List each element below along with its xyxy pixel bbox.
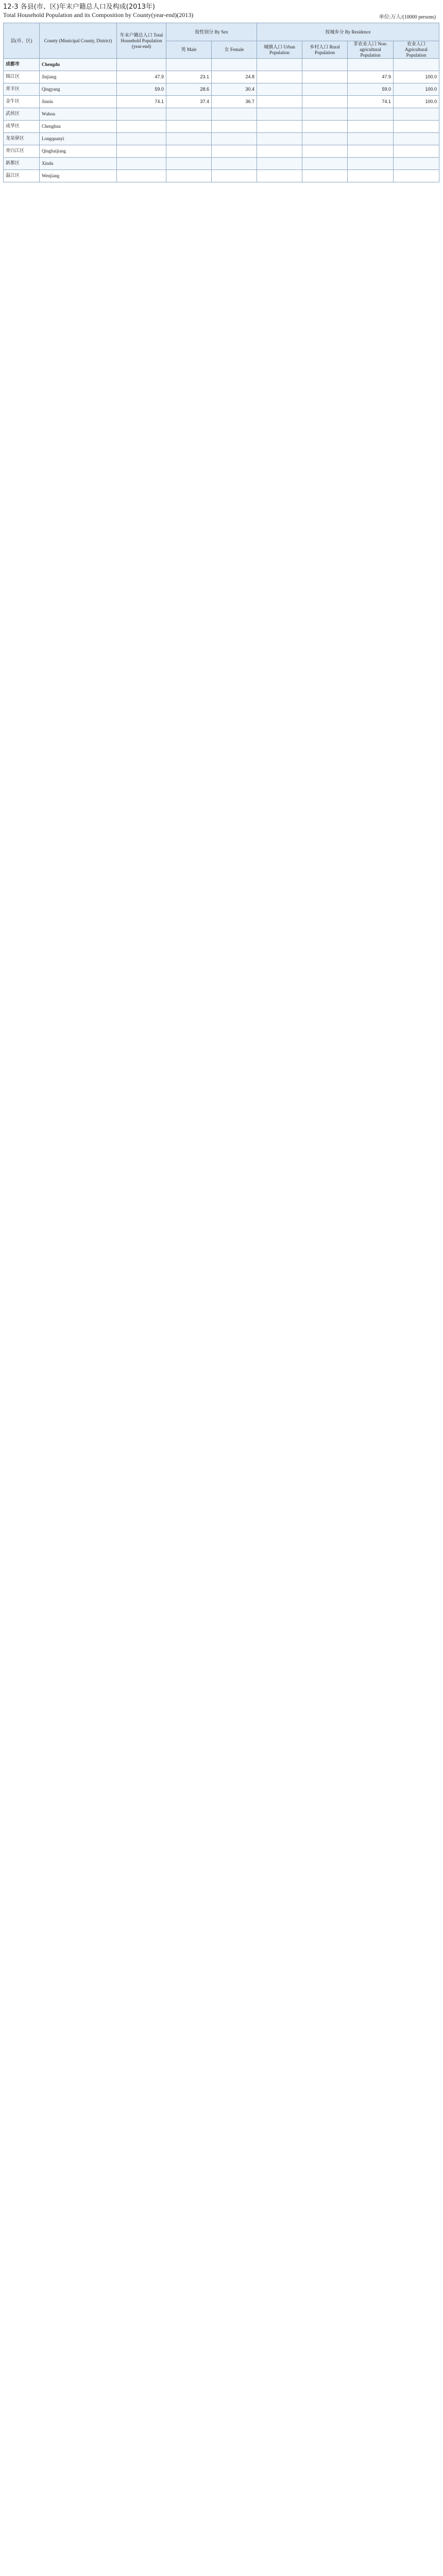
table-header [4,23,439,59]
header-area-cn: 县(市、区) [4,23,40,59]
unit-label: 单位:万人/(10000 persons) [379,14,436,20]
cell-agri [394,170,439,182]
cell-rural [302,145,348,158]
cell-area-cn: 锦江区 [4,71,40,83]
cell-female [212,158,257,170]
header-total: 年末户籍总人口 Total Household Population (year-end) [117,23,166,59]
cell-male [166,170,212,182]
header-by-sex: 按性别分 By Sex [166,23,257,41]
title-english: Total Household Population and its Composition by County(year-end)(2013) [3,11,194,19]
cell-urban [257,59,302,71]
cell-agri [394,133,439,145]
cell-area-en: Qingyang [40,83,117,96]
header-area-en: County (Municipal County, District) [40,23,117,59]
cell-urban [257,145,302,158]
cell-female [212,121,257,133]
cell-total [117,121,166,133]
cell-agri [394,108,439,121]
cell-urban [257,133,302,145]
cell-female [212,59,257,71]
cell-agri [394,121,439,133]
cell-total [117,158,166,170]
cell-non-agri [348,59,394,71]
cell-male [166,108,212,121]
cell-urban [257,96,302,108]
cell-total: 59.0 [117,83,166,96]
cell-area-cn: 青羊区 [4,83,40,96]
cell-non-agri: 59.0 [348,83,394,96]
cell-total [117,145,166,158]
cell-non-agri [348,158,394,170]
table-row [4,83,439,96]
cell-total [117,108,166,121]
cell-area-en: Jinjiang [40,71,117,83]
cell-total [117,133,166,145]
header-male: 男 Male [166,41,212,59]
cell-male: 37.4 [166,96,212,108]
cell-rural [302,158,348,170]
cell-total [117,59,166,71]
cell-male [166,145,212,158]
cell-female [212,145,257,158]
cell-non-agri [348,170,394,182]
cell-area-cn: 成华区 [4,121,40,133]
cell-area-en: Longquanyi [40,133,117,145]
cell-non-agri [348,121,394,133]
cell-male [166,121,212,133]
table-row [4,170,439,182]
cell-agri: 100.0 [394,96,439,108]
cell-non-agri [348,108,394,121]
cell-area-cn: 温江区 [4,170,40,182]
title-chinese: 12-3 各县(市、区)年末户籍总人口及构成(2013年) [3,3,156,11]
cell-total: 47.9 [117,71,166,83]
header-by-residence: 按城乡分 By Residence [257,23,439,41]
cell-female [212,170,257,182]
header-non-agri: 非农业人口 Non-agricultural Population [348,41,394,59]
cell-female: 30.4 [212,83,257,96]
cell-area-en: Jinniu [40,96,117,108]
cell-area-en: Xindu [40,158,117,170]
cell-rural [302,71,348,83]
cell-area-en: Qingbaijiang [40,145,117,158]
cell-male: 28.6 [166,83,212,96]
cell-non-agri [348,133,394,145]
cell-area-en: Chenghua [40,121,117,133]
cell-agri: 100.0 [394,71,439,83]
table-row [4,108,439,121]
cell-urban [257,158,302,170]
table-row [4,71,439,83]
cell-agri [394,158,439,170]
cell-rural [302,121,348,133]
cell-area-en: Wuhou [40,108,117,121]
cell-area-en: Wenjiang [40,170,117,182]
cell-urban [257,121,302,133]
cell-female [212,133,257,145]
cell-female: 24.8 [212,71,257,83]
cell-area-cn: 武侯区 [4,108,40,121]
cell-urban [257,71,302,83]
header-female: 女 Female [212,41,257,59]
header-agri: 农业人口 Agricultural Population [394,41,439,59]
cell-rural [302,83,348,96]
table-row [4,121,439,133]
cell-total [117,170,166,182]
cell-male: 23.1 [166,71,212,83]
cell-agri [394,59,439,71]
cell-rural [302,59,348,71]
cell-area-cn: 金牛区 [4,96,40,108]
cell-area-cn: 龙泉驿区 [4,133,40,145]
header-urban: 城镇人口 Urban Population [257,41,302,59]
title-block [3,3,440,23]
cell-area-cn: 新都区 [4,158,40,170]
table-row [4,59,439,71]
table-row [4,133,439,145]
cell-male [166,158,212,170]
cell-area-en: Chengdu [40,59,117,71]
cell-total: 74.1 [117,96,166,108]
header-rural: 乡村人口 Rural Population [302,41,348,59]
cell-rural [302,108,348,121]
cell-female: 36.7 [212,96,257,108]
cell-non-agri: 47.9 [348,71,394,83]
cell-area-cn: 成都市 [4,59,40,71]
cell-rural [302,96,348,108]
cell-rural [302,133,348,145]
cell-male [166,59,212,71]
cell-agri: 100.0 [394,83,439,96]
cell-non-agri: 74.1 [348,96,394,108]
cell-urban [257,108,302,121]
cell-area-cn: 青白江区 [4,145,40,158]
cell-non-agri [348,145,394,158]
cell-urban [257,83,302,96]
table-row [4,158,439,170]
cell-female [212,108,257,121]
table-row [4,96,439,108]
table-row [4,145,439,158]
cell-urban [257,170,302,182]
cell-male [166,133,212,145]
population-table [3,23,439,182]
table-body [4,59,439,182]
cell-agri [394,145,439,158]
cell-rural [302,170,348,182]
